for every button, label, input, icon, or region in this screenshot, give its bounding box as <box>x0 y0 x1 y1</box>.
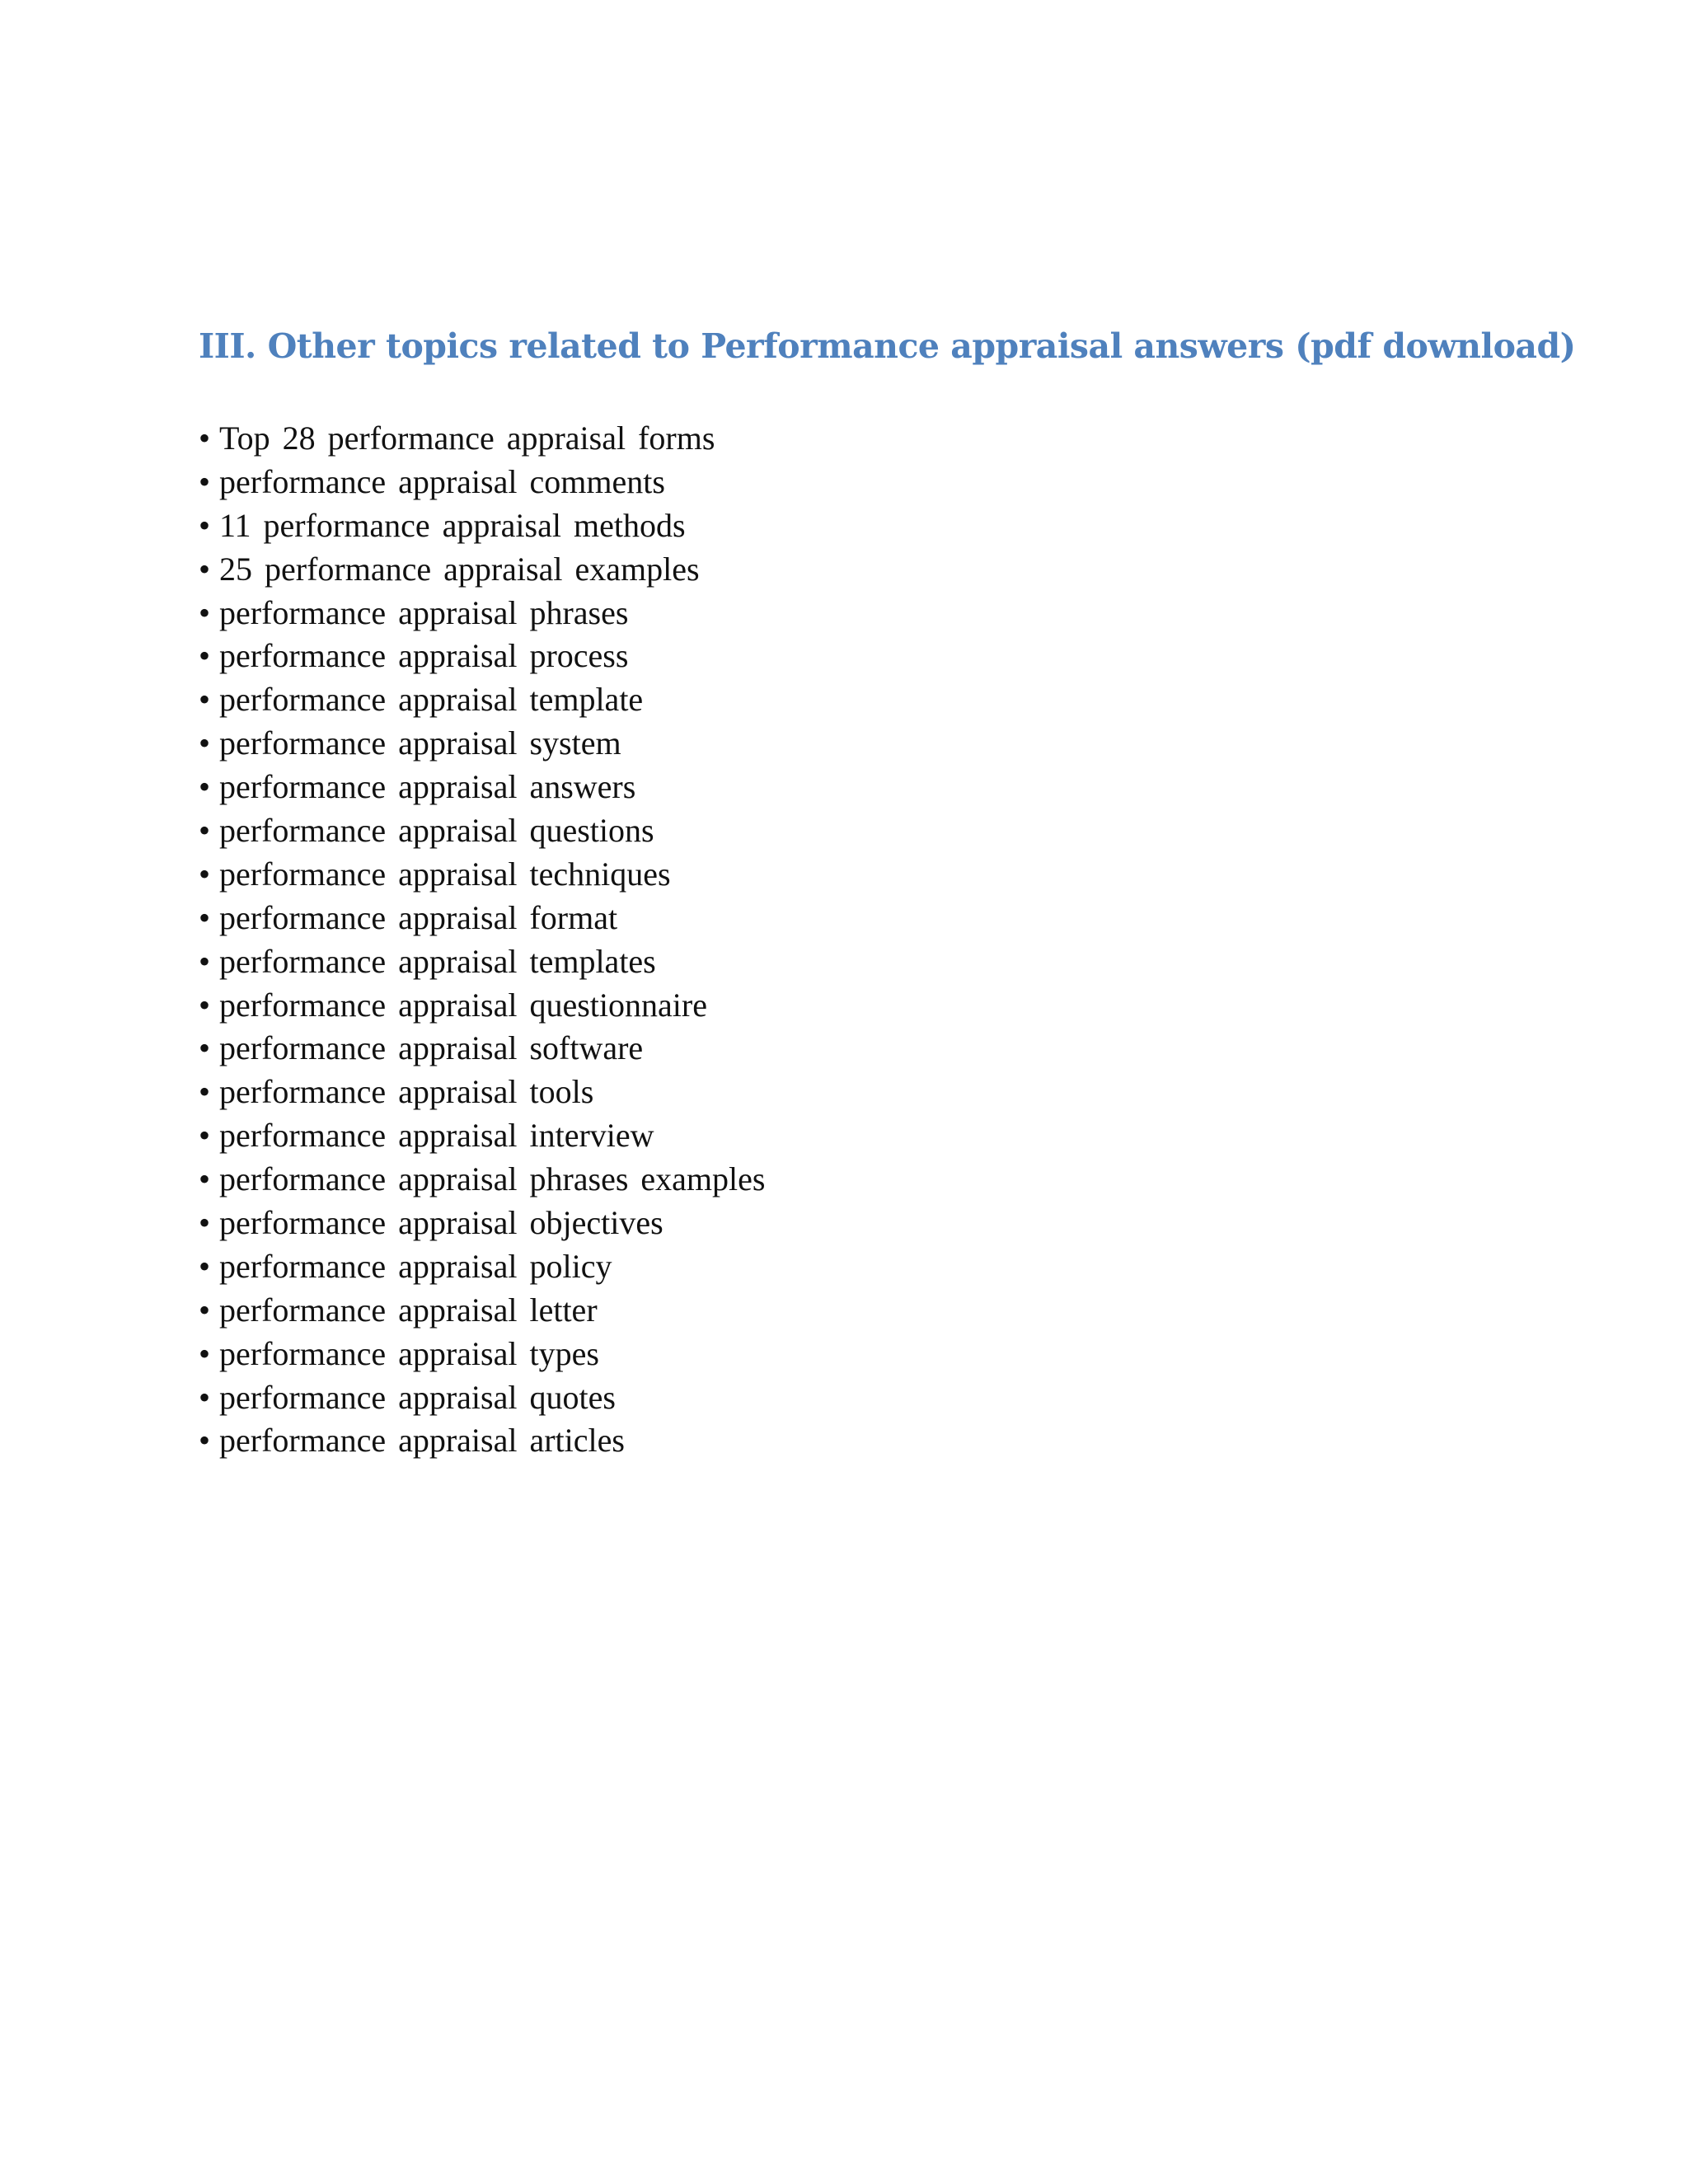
bullet-glyph: • <box>199 1204 211 1242</box>
topic-item <box>199 1158 765 1202</box>
topic-label: performance appraisal answers <box>219 768 636 806</box>
topic-item <box>199 548 765 592</box>
topic-item <box>199 853 765 897</box>
topic-label: 25 performance appraisal examples <box>219 550 700 588</box>
topic-label: performance appraisal articles <box>219 1422 625 1460</box>
bullet-glyph: • <box>199 681 211 719</box>
topic-label: performance appraisal letter <box>219 1291 598 1329</box>
bullet-glyph: • <box>199 986 211 1024</box>
topic-item <box>199 940 765 984</box>
topic-label: performance appraisal process <box>219 637 629 675</box>
bullet-glyph: • <box>199 1117 211 1155</box>
bullet-glyph: • <box>199 419 211 457</box>
bullet-glyph: • <box>199 724 211 762</box>
topic-item <box>199 809 765 853</box>
bullet-glyph: • <box>199 637 211 675</box>
topic-item <box>199 897 765 940</box>
bullet-glyph: • <box>199 593 211 631</box>
topic-item <box>199 766 765 809</box>
topic-label: performance appraisal system <box>219 724 621 762</box>
bullet-glyph: • <box>199 1378 211 1416</box>
topic-label: performance appraisal comments <box>219 462 665 500</box>
topic-label: performance appraisal template <box>219 681 644 719</box>
topic-item <box>199 1376 765 1420</box>
topic-label: Top 28 performance appraisal forms <box>219 419 715 457</box>
topic-label: performance appraisal questions <box>219 812 654 850</box>
topic-item <box>199 504 765 548</box>
topic-label: performance appraisal types <box>219 1334 599 1372</box>
topic-item <box>199 1333 765 1376</box>
topic-item <box>199 1289 765 1333</box>
bullet-glyph: • <box>199 1160 211 1198</box>
topic-label: performance appraisal phrases examples <box>219 1160 766 1198</box>
topic-label: performance appraisal policy <box>219 1247 612 1285</box>
topic-item <box>199 1419 765 1463</box>
bullet-glyph: • <box>199 812 211 850</box>
topic-label: performance appraisal phrases <box>219 593 629 631</box>
topic-item <box>199 1027 765 1071</box>
topic-label: performance appraisal quotes <box>219 1378 616 1416</box>
bullet-glyph: • <box>199 1029 211 1067</box>
topic-item <box>199 461 765 504</box>
topic-label: performance appraisal questionnaire <box>219 986 707 1024</box>
topic-list <box>199 417 765 1463</box>
bullet-glyph: • <box>199 942 211 980</box>
topic-item <box>199 635 765 678</box>
topic-item <box>199 1071 765 1114</box>
topic-item <box>199 984 765 1028</box>
topic-label: performance appraisal objectives <box>219 1204 663 1242</box>
topic-label: performance appraisal techniques <box>219 855 671 893</box>
topic-label: 11 performance appraisal methods <box>219 506 686 544</box>
bullet-glyph: • <box>199 550 211 588</box>
bullet-glyph: • <box>199 1247 211 1285</box>
bullet-glyph: • <box>199 898 211 936</box>
topic-item <box>199 678 765 722</box>
section-heading: III. Other topics related to Performance appraisal answers (pdf download) <box>199 326 1576 366</box>
bullet-glyph: • <box>199 855 211 893</box>
topic-label: performance appraisal templates <box>219 942 656 980</box>
topic-label: performance appraisal interview <box>219 1117 654 1155</box>
topic-item <box>199 722 765 766</box>
topic-item <box>199 1202 765 1245</box>
topic-item <box>199 1114 765 1158</box>
bullet-glyph: • <box>199 768 211 806</box>
topic-item <box>199 1245 765 1289</box>
topic-label: performance appraisal software <box>219 1029 644 1067</box>
bullet-glyph: • <box>199 1334 211 1372</box>
topic-label: performance appraisal format <box>219 898 618 936</box>
bullet-glyph: • <box>199 1422 211 1460</box>
topic-item <box>199 592 765 635</box>
bullet-glyph: • <box>199 462 211 500</box>
topic-label: performance appraisal tools <box>219 1073 594 1111</box>
bullet-glyph: • <box>199 1073 211 1111</box>
bullet-glyph: • <box>199 1291 211 1329</box>
bullet-glyph: • <box>199 506 211 544</box>
topic-item <box>199 417 765 461</box>
